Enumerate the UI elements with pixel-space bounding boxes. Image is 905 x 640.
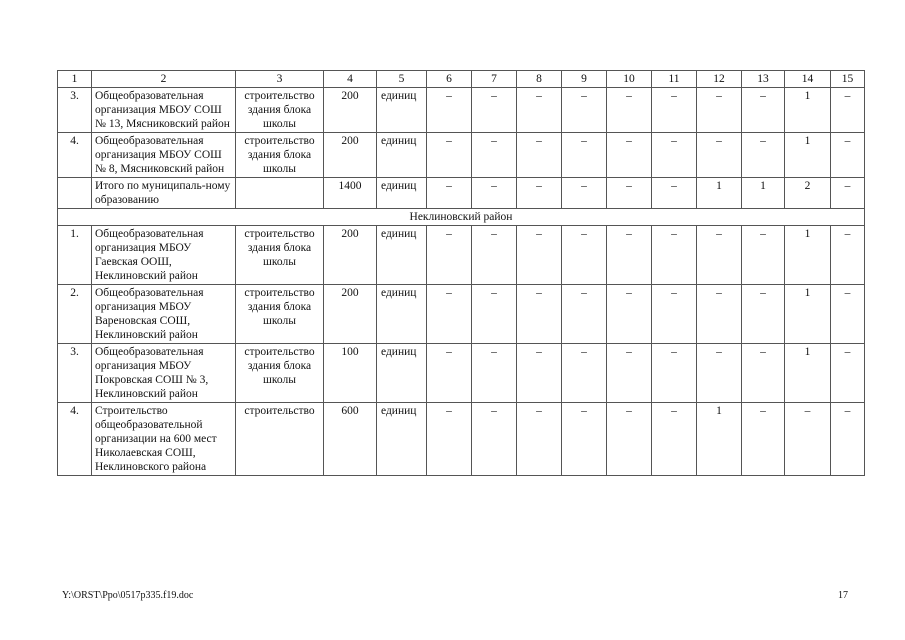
unit: единиц xyxy=(377,285,427,344)
year-value: – xyxy=(517,178,562,209)
unit: единиц xyxy=(377,133,427,178)
year-value: – xyxy=(472,285,517,344)
year-value: – xyxy=(562,403,607,476)
object-name: Общеобразовательная организация МБОУ СОШ № 13, Мясниковский район xyxy=(92,88,236,133)
year-value: – xyxy=(652,88,697,133)
year-value: 1 xyxy=(785,226,831,285)
year-value: – xyxy=(697,226,742,285)
year-value: – xyxy=(831,226,865,285)
object-name: Общеобразовательная организация МБОУ Вареновская СОШ, Неклиновский район xyxy=(92,285,236,344)
year-value: – xyxy=(562,178,607,209)
capacity: 200 xyxy=(324,88,377,133)
year-value: – xyxy=(427,285,472,344)
year-value: – xyxy=(742,88,785,133)
district-heading: Неклиновский район xyxy=(58,209,865,226)
year-value: – xyxy=(607,403,652,476)
work-type: строительство здания блока школы xyxy=(236,344,324,403)
year-value: – xyxy=(562,133,607,178)
row-number: 3. xyxy=(58,344,92,403)
year-value: – xyxy=(427,344,472,403)
year-value: – xyxy=(697,285,742,344)
header-row xyxy=(58,71,865,88)
year-value: – xyxy=(742,344,785,403)
year-value: – xyxy=(472,344,517,403)
year-value: – xyxy=(697,88,742,133)
work-type: строительство xyxy=(236,403,324,476)
capacity: 200 xyxy=(324,133,377,178)
header-cell: 1 xyxy=(58,71,92,88)
year-value: – xyxy=(562,226,607,285)
row-number: 4. xyxy=(58,403,92,476)
row-number: 4. xyxy=(58,133,92,178)
header-cell: 3 xyxy=(236,71,324,88)
year-value: – xyxy=(742,133,785,178)
year-value: – xyxy=(427,226,472,285)
year-value: – xyxy=(472,403,517,476)
year-value: – xyxy=(785,403,831,476)
unit: единиц xyxy=(377,226,427,285)
work-type: строительство здания блока школы xyxy=(236,133,324,178)
row-number: 1. xyxy=(58,226,92,285)
capacity: 600 xyxy=(324,403,377,476)
year-value: – xyxy=(517,403,562,476)
unit: единиц xyxy=(377,178,427,209)
year-value: – xyxy=(607,344,652,403)
object-name: Строительство общеобразовательной организации на 600 мест Николаевская СОШ, Неклиновского района xyxy=(92,403,236,476)
year-value: – xyxy=(472,133,517,178)
table-row xyxy=(58,178,865,209)
header-cell: 7 xyxy=(472,71,517,88)
year-value: – xyxy=(742,285,785,344)
year-value: 1 xyxy=(785,285,831,344)
year-value: – xyxy=(652,285,697,344)
year-value: – xyxy=(427,178,472,209)
year-value: – xyxy=(517,88,562,133)
year-value: – xyxy=(607,178,652,209)
work-type: строительство здания блока школы xyxy=(236,88,324,133)
object-name: Общеобразовательная организация МБОУ СОШ № 8, Мясниковский район xyxy=(92,133,236,178)
row-number: 3. xyxy=(58,88,92,133)
year-value: 1 xyxy=(785,133,831,178)
year-value: – xyxy=(652,226,697,285)
year-value: – xyxy=(562,88,607,133)
page-number: 17 xyxy=(838,590,848,601)
district-row xyxy=(58,209,865,226)
year-value: 1 xyxy=(697,403,742,476)
work-type: строительство здания блока школы xyxy=(236,285,324,344)
row-number: 2. xyxy=(58,285,92,344)
header-cell: 11 xyxy=(652,71,697,88)
year-value: – xyxy=(831,403,865,476)
year-value: – xyxy=(472,226,517,285)
year-value: – xyxy=(517,344,562,403)
year-value: – xyxy=(652,403,697,476)
object-name: Итого по муниципаль-ному образованию xyxy=(92,178,236,209)
year-value: – xyxy=(472,88,517,133)
year-value: – xyxy=(562,344,607,403)
capacity: 200 xyxy=(324,226,377,285)
capacity: 1400 xyxy=(324,178,377,209)
year-value: – xyxy=(831,344,865,403)
header-cell: 4 xyxy=(324,71,377,88)
unit: единиц xyxy=(377,344,427,403)
unit: единиц xyxy=(377,88,427,133)
table-row xyxy=(58,344,865,403)
year-value: – xyxy=(517,226,562,285)
table-row xyxy=(58,133,865,178)
year-value: – xyxy=(652,133,697,178)
year-value: – xyxy=(517,285,562,344)
file-path: Y:\ORST\Ppo\0517p335.f19.doc xyxy=(62,590,194,601)
unit: единиц xyxy=(377,403,427,476)
year-value: – xyxy=(831,88,865,133)
header-cell: 15 xyxy=(831,71,865,88)
year-value: 1 xyxy=(697,178,742,209)
table-row xyxy=(58,226,865,285)
data-table xyxy=(57,70,865,476)
work-type xyxy=(236,178,324,209)
header-cell: 2 xyxy=(92,71,236,88)
year-value: 1 xyxy=(742,178,785,209)
header-cell: 9 xyxy=(562,71,607,88)
year-value: – xyxy=(607,285,652,344)
year-value: – xyxy=(607,226,652,285)
year-value: – xyxy=(742,226,785,285)
header-cell: 10 xyxy=(607,71,652,88)
year-value: – xyxy=(831,133,865,178)
year-value: – xyxy=(517,133,562,178)
work-type: строительство здания блока школы xyxy=(236,226,324,285)
year-value: – xyxy=(652,178,697,209)
header-cell: 14 xyxy=(785,71,831,88)
header-cell: 6 xyxy=(427,71,472,88)
year-value: 1 xyxy=(785,344,831,403)
capacity: 100 xyxy=(324,344,377,403)
year-value: – xyxy=(607,88,652,133)
year-value: 1 xyxy=(785,88,831,133)
year-value: – xyxy=(831,285,865,344)
capacity: 200 xyxy=(324,285,377,344)
object-name: Общеобразовательная организация МБОУ Гаевская ООШ, Неклиновский район xyxy=(92,226,236,285)
year-value: – xyxy=(742,403,785,476)
year-value: – xyxy=(697,133,742,178)
header-cell: 13 xyxy=(742,71,785,88)
table-row xyxy=(58,285,865,344)
header-cell: 5 xyxy=(377,71,427,88)
year-value: – xyxy=(427,133,472,178)
object-name: Общеобразовательная организация МБОУ Покровская СОШ № 3, Неклиновский район xyxy=(92,344,236,403)
header-cell: 12 xyxy=(697,71,742,88)
year-value: – xyxy=(831,178,865,209)
year-value: – xyxy=(427,88,472,133)
year-value: – xyxy=(652,344,697,403)
row-number xyxy=(58,178,92,209)
table-row xyxy=(58,403,865,476)
year-value: – xyxy=(472,178,517,209)
header-cell: 8 xyxy=(517,71,562,88)
year-value: – xyxy=(562,285,607,344)
year-value: – xyxy=(607,133,652,178)
year-value: – xyxy=(697,344,742,403)
year-value: – xyxy=(427,403,472,476)
table-row xyxy=(58,88,865,133)
year-value: 2 xyxy=(785,178,831,209)
table-body xyxy=(58,71,865,476)
